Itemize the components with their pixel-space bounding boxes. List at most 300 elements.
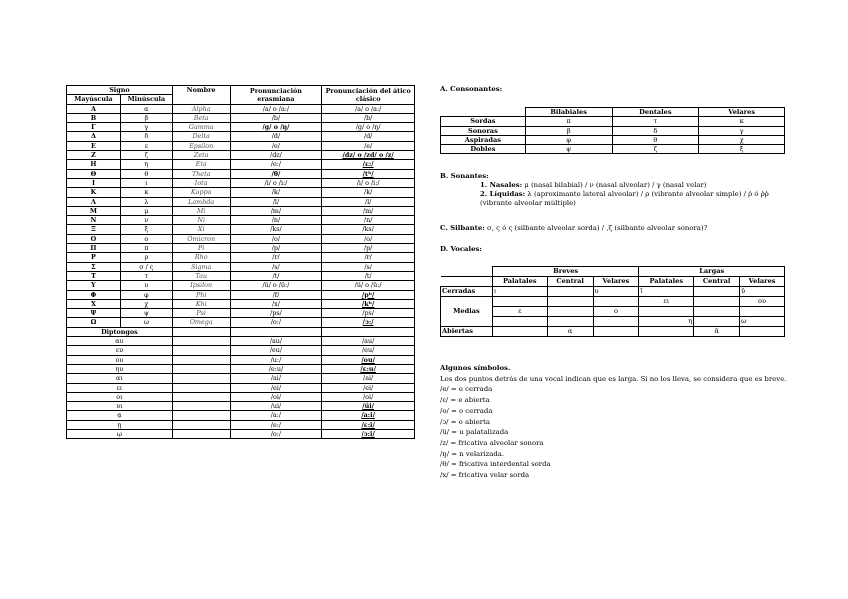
letter-lower: τ: [120, 271, 172, 280]
diptongo-atico: /ai/: [322, 374, 415, 383]
letter-row: [67, 299, 415, 308]
diptongo-atico: /ei/: [322, 383, 415, 392]
letter-erasmiana: /d/: [230, 132, 322, 141]
diptongo-atico: /eu/: [322, 346, 415, 355]
diptongo-sign: ῃ: [67, 420, 173, 429]
letter-lower: δ: [120, 132, 172, 141]
cons-cell: ξ: [699, 145, 785, 154]
diptongo-sign: ευ: [67, 346, 173, 355]
letter-row: [67, 169, 415, 178]
letter-lower: κ: [120, 188, 172, 197]
letter-upper: Ρ: [67, 253, 121, 262]
vocal-cell: ῡ: [740, 287, 785, 297]
cons-row-label: Sonoras: [441, 126, 526, 135]
letter-upper: Λ: [67, 197, 121, 206]
diptongo-name: [172, 411, 230, 420]
diptongo-sign: ει: [67, 383, 173, 392]
letter-upper: Ε: [67, 141, 121, 150]
diptongo-row: [67, 364, 415, 373]
letter-name: Phi: [172, 290, 230, 299]
letter-name: Theta: [172, 169, 230, 178]
diptongo-row: [67, 346, 415, 355]
diptongo-sign: ῳ: [67, 429, 173, 438]
letter-name: Sigma: [172, 262, 230, 271]
vocal-cell: [547, 297, 593, 307]
diptongo-name: [172, 392, 230, 401]
nasales-line: [440, 181, 792, 190]
vocal-col-header: Central: [694, 277, 740, 287]
cons-row: [441, 145, 785, 154]
letter-erasmiana: /g/ o /ŋ/: [230, 123, 322, 132]
letter-row: [67, 262, 415, 271]
cons-row: [441, 135, 785, 144]
vocal-col-header: Central: [547, 277, 593, 287]
cons-cell: π: [525, 117, 612, 126]
letter-lower: ζ: [120, 151, 172, 160]
letter-row: [67, 141, 415, 150]
liquidas-label: 2. Líquidas:: [480, 190, 526, 198]
letter-erasmiana: /i/ o /i:/: [230, 178, 322, 187]
cons-cell: ψ: [525, 145, 612, 154]
vocal-cell: υ: [593, 287, 639, 297]
vocal-cell: η: [639, 317, 694, 327]
diptongo-sign: ου: [67, 355, 173, 364]
silbante-text: σ, ς ó ς (silbante alveolar sorda) / ,ζ (silbante alveolar sonora)?: [486, 224, 708, 232]
letter-erasmiana: /a/ o /a:/: [230, 104, 322, 113]
letter-row: [67, 178, 415, 187]
diptongo-name: [172, 383, 230, 392]
breves-header: Breves: [492, 267, 639, 277]
letter-lower: η: [120, 160, 172, 169]
letter-atico: /p/: [322, 244, 415, 253]
silbante-line: [440, 224, 792, 233]
vocal-cell: [694, 297, 740, 307]
erasmiana-header: Pronunciación erasmiana: [230, 86, 322, 105]
letter-row: [67, 104, 415, 113]
diptongo-erasmiana: /ei/: [230, 383, 322, 392]
letter-row: [67, 132, 415, 141]
vocal-cell: ω: [740, 317, 785, 327]
vocal-cell: ᾱ: [694, 327, 740, 337]
abiertas-label: Abiertas: [441, 327, 493, 337]
letter-row: [67, 244, 415, 253]
letter-lower: ε: [120, 141, 172, 150]
letter-atico: /tʰ/: [322, 169, 415, 178]
vocal-cell: [593, 327, 639, 337]
vocal-cell: ῑ: [639, 287, 694, 297]
diptongo-blank: [322, 327, 415, 336]
diptongo-erasmiana: /oi/: [230, 392, 322, 401]
letter-atico: /m/: [322, 206, 415, 215]
simbolo-item: /θ/ = fricativa interdental sorda: [440, 460, 551, 469]
letter-erasmiana: /e:/: [230, 160, 322, 169]
minuscula-header: Minúscula: [120, 95, 172, 104]
vocal-cell: ι: [492, 287, 547, 297]
vocal-cell: α: [547, 327, 593, 337]
vocal-cell: [740, 307, 785, 317]
simbolos-list: [440, 384, 792, 480]
diptongo-row: [67, 374, 415, 383]
letter-name: Khi: [172, 299, 230, 308]
letter-upper: Γ: [67, 123, 121, 132]
letter-atico: /dz/ o /zd/ o /z/: [322, 151, 415, 160]
medias-label: Medias: [441, 297, 493, 327]
letter-atico: /l/: [322, 197, 415, 206]
letter-name: Xi: [172, 225, 230, 234]
letter-name: Psi: [172, 309, 230, 318]
simbolo-item: /ŋ/ = n velarizada.: [440, 449, 505, 458]
liquidas-text: λ (aproximante lateral alveolar) / ρ (vibrante alveolar simple) / ῥ ó ῤῥ (vibrante alveolar múltiple): [480, 190, 769, 207]
vocal-cell: [694, 287, 740, 297]
letter-atico: /ɔ:/: [322, 318, 415, 327]
letter-atico: /e/: [322, 141, 415, 150]
cons-cell: θ: [612, 135, 699, 144]
letter-upper: Μ: [67, 206, 121, 215]
letter-lower: φ: [120, 290, 172, 299]
atico-header: Pronunciación del ático clásico: [322, 86, 415, 105]
letter-upper: Χ: [67, 299, 121, 308]
letter-erasmiana: /x/: [230, 299, 322, 308]
letter-atico: /g/ o /ŋ/: [322, 123, 415, 132]
letter-name: Omega: [172, 318, 230, 327]
letter-upper: Π: [67, 244, 121, 253]
vocal-cell: ο: [593, 307, 639, 317]
letter-row: [67, 113, 415, 122]
letter-atico: /n/: [322, 216, 415, 225]
sonantes-title: B. Sonantes:: [440, 172, 489, 180]
vocal-cell: [492, 317, 547, 327]
letter-atico: /o/: [322, 234, 415, 243]
cons-row-label: Dobles: [441, 145, 526, 154]
letter-erasmiana: /o:/: [230, 318, 322, 327]
diptongo-name: [172, 346, 230, 355]
letter-lower: χ: [120, 299, 172, 308]
vocal-cell: [639, 327, 694, 337]
diptongo-atico: /ɛ:u/: [322, 364, 415, 373]
vocal-cell: [694, 317, 740, 327]
letter-upper: Ψ: [67, 309, 121, 318]
letter-lower: υ: [120, 281, 172, 290]
letter-upper: Η: [67, 160, 121, 169]
letter-atico: /a/ o /a:/: [322, 104, 415, 113]
letter-row: [67, 253, 415, 262]
cons-cell: γ: [699, 126, 785, 135]
letter-erasmiana: /n/: [230, 216, 322, 225]
diptongo-erasmiana: /a:/: [230, 411, 322, 420]
simbolo-item: /z/ = fricativa alveolar sonora: [440, 438, 544, 447]
vocal-cell: ει: [639, 297, 694, 307]
letter-name: Pi: [172, 244, 230, 253]
letter-erasmiana: /ps/: [230, 309, 322, 318]
letter-lower: ψ: [120, 309, 172, 318]
cons-cell: φ: [525, 135, 612, 144]
letter-atico: /k/: [322, 188, 415, 197]
simbolo-item: /ɛ/ = e abierta: [440, 396, 490, 405]
vocal-corner: [441, 267, 493, 277]
letter-upper: Ω: [67, 318, 121, 327]
letter-lower: λ: [120, 197, 172, 206]
letter-erasmiana: /m/: [230, 206, 322, 215]
letter-lower: ω: [120, 318, 172, 327]
vocal-cell: [740, 327, 785, 337]
letter-name: Epsilon: [172, 141, 230, 150]
vocal-cell: [694, 307, 740, 317]
vocal-cell: [639, 307, 694, 317]
letter-lower: ν: [120, 216, 172, 225]
letter-upper: Θ: [67, 169, 121, 178]
cons-col-header: Dentales: [612, 108, 699, 117]
cons-row-label: Aspiradas: [441, 135, 526, 144]
diptongo-blank: [230, 327, 322, 336]
letter-atico: /kʰ/: [322, 299, 415, 308]
diptongos-header-row: [67, 327, 415, 336]
letter-name: Eta: [172, 160, 230, 169]
letter-lower: θ: [120, 169, 172, 178]
letter-lower: ξ: [120, 225, 172, 234]
letter-atico: /s/: [322, 262, 415, 271]
letter-erasmiana: /l/: [230, 197, 322, 206]
letter-erasmiana: /b/: [230, 113, 322, 122]
diptongo-erasmiana: /e:/: [230, 420, 322, 429]
letter-name: Zeta: [172, 151, 230, 160]
letter-atico: /r/: [322, 253, 415, 262]
letter-atico: /t/: [322, 271, 415, 280]
diptongo-name: [172, 337, 230, 346]
vocal-cell: [492, 297, 547, 307]
cons-cell: χ: [699, 135, 785, 144]
letter-lower: β: [120, 113, 172, 122]
consonantes-title: A. Consonantes:: [440, 85, 503, 93]
diptongo-sign: υι: [67, 402, 173, 411]
letter-atico: /pʰ/: [322, 290, 415, 299]
letter-row: [67, 123, 415, 132]
simbolos-title: Algunos símbolos.: [440, 364, 511, 372]
letter-erasmiana: /e/: [230, 141, 322, 150]
mayuscula-header: Mayúscula: [67, 95, 121, 104]
simbolo-item: /e/ = e cerrada: [440, 385, 493, 394]
diptongo-row: [67, 392, 415, 401]
vocales-table: [440, 266, 785, 337]
letter-upper: Δ: [67, 132, 121, 141]
vocal-cell: [492, 327, 547, 337]
letter-upper: Υ: [67, 281, 121, 290]
diptongo-name: [172, 364, 230, 373]
alphabet-table: [66, 85, 415, 439]
vocal-cell: [547, 307, 593, 317]
diptongos-header: Diptongos: [67, 327, 173, 336]
letter-name: Mi: [172, 206, 230, 215]
simbolo-item: /x/ = fricativa velar sorda: [440, 471, 530, 480]
diptongo-row: [67, 411, 415, 420]
diptongo-sign: οι: [67, 392, 173, 401]
diptongo-row: [67, 355, 415, 364]
letter-lower: ι: [120, 178, 172, 187]
letter-upper: Φ: [67, 290, 121, 299]
letter-row: [67, 290, 415, 299]
cons-col-header: Bilabiales: [525, 108, 612, 117]
diptongo-name: [172, 429, 230, 438]
letter-name: Kappa: [172, 188, 230, 197]
letter-erasmiana: /o/: [230, 234, 322, 243]
vocal-cell: [593, 317, 639, 327]
letter-row: [67, 281, 415, 290]
letter-atico: /d/: [322, 132, 415, 141]
signo-header: Signo: [67, 86, 173, 95]
vocal-cell: [547, 287, 593, 297]
letter-lower: μ: [120, 206, 172, 215]
cons-row-label: Sordas: [441, 117, 526, 126]
vocal-col-header: Velares: [740, 277, 785, 287]
letter-upper: Ξ: [67, 225, 121, 234]
diptongo-erasmiana: /ui/: [230, 402, 322, 411]
letter-name: Rho: [172, 253, 230, 262]
letter-name: Ipsilon: [172, 281, 230, 290]
letter-atico: /ps/: [322, 309, 415, 318]
simbolos-intro: Los dos puntos detrás de una vocal indican que es larga. Si no los lleva, se considera que es breve.: [440, 374, 787, 383]
letter-erasmiana: /s/: [230, 262, 322, 271]
letter-row: [67, 225, 415, 234]
letter-row: [67, 271, 415, 280]
liquidas-line: [440, 190, 792, 208]
letter-row: [67, 309, 415, 318]
diptongo-row: [67, 402, 415, 411]
cerradas-label: Cerradas: [441, 287, 493, 297]
letter-upper: Ζ: [67, 151, 121, 160]
cons-cell: δ: [612, 126, 699, 135]
diptongo-row: [67, 429, 415, 438]
diptongo-atico: /au/: [322, 337, 415, 346]
letter-lower: π: [120, 244, 172, 253]
diptongo-name: [172, 355, 230, 364]
letter-row: [67, 216, 415, 225]
letter-atico: /i/ o /i:/: [322, 178, 415, 187]
diptongo-atico: /üi/: [322, 402, 415, 411]
diptongo-erasmiana: /au/: [230, 337, 322, 346]
vocal-cell: ου: [740, 297, 785, 307]
diptongo-erasmiana: /u:/: [230, 355, 322, 364]
diptongo-sign: αυ: [67, 337, 173, 346]
letter-erasmiana: /r/: [230, 253, 322, 262]
letter-name: Ómicron: [172, 234, 230, 243]
letter-erasmiana: /f/: [230, 290, 322, 299]
cons-col-header: Velares: [699, 108, 785, 117]
cons-row: [441, 117, 785, 126]
letter-atico: /b/: [322, 113, 415, 122]
letter-lower: σ / ς: [120, 262, 172, 271]
letter-erasmiana: /dz/: [230, 151, 322, 160]
vocal-cell: [593, 297, 639, 307]
letter-lower: γ: [120, 123, 172, 132]
letter-erasmiana: /t/: [230, 271, 322, 280]
cons-row: [441, 126, 785, 135]
letter-row: [67, 188, 415, 197]
nombre-header: Nombre: [172, 86, 230, 105]
letter-upper: Κ: [67, 188, 121, 197]
diptongo-name: [172, 402, 230, 411]
cons-cell: τ: [612, 117, 699, 126]
letter-row: [67, 197, 415, 206]
alphabet-section: [66, 85, 415, 439]
letter-upper: Ν: [67, 216, 121, 225]
letter-name: Delta: [172, 132, 230, 141]
nasales-label: 1. Nasales:: [480, 181, 523, 189]
silbante-label: C. Silbante:: [440, 224, 485, 232]
cons-cell: ζ: [612, 145, 699, 154]
letter-upper: Ο: [67, 234, 121, 243]
letter-name: Alpha: [172, 104, 230, 113]
nasales-text: μ (nasal bilabial) / ν (nasal alveolar) / γ (nasal velar): [524, 181, 707, 189]
letter-name: Lambda: [172, 197, 230, 206]
vocal-cell: ε: [492, 307, 547, 317]
diptongo-sign: ᾳ: [67, 411, 173, 420]
diptongo-erasmiana: /e:u/: [230, 364, 322, 373]
letter-upper: Ι: [67, 178, 121, 187]
diptongo-erasmiana: /o:/: [230, 429, 322, 438]
letter-erasmiana: /ks/: [230, 225, 322, 234]
vocal-col-header: Velares: [593, 277, 639, 287]
letter-row: [67, 151, 415, 160]
simbolos-block: [440, 363, 792, 481]
letter-name: Iota: [172, 178, 230, 187]
diptongo-name: [172, 420, 230, 429]
letter-row: [67, 160, 415, 169]
letter-upper: Β: [67, 113, 121, 122]
letter-atico: /ks/: [322, 225, 415, 234]
letter-row: [67, 206, 415, 215]
letter-row: [67, 318, 415, 327]
diptongo-sign: ηυ: [67, 364, 173, 373]
diptongo-blank: [172, 327, 230, 336]
diptongo-atico: /a:i/: [322, 411, 415, 420]
vocal-cell: [547, 317, 593, 327]
letter-upper: Σ: [67, 262, 121, 271]
diptongo-erasmiana: /eu/: [230, 346, 322, 355]
diptongo-atico: /oi/: [322, 392, 415, 401]
letter-upper: Α: [67, 104, 121, 113]
sonantes-block: [440, 172, 792, 208]
letter-erasmiana: /ü/ o /ü:/: [230, 281, 322, 290]
letter-lower: ρ: [120, 253, 172, 262]
letter-upper: Τ: [67, 271, 121, 280]
vocal-corner-2: [441, 277, 493, 287]
simbolo-item: /ü/ = u palatalizada: [440, 428, 509, 437]
diptongo-row: [67, 420, 415, 429]
cons-corner: [441, 108, 526, 117]
letter-name: Gamma: [172, 123, 230, 132]
letter-row: [67, 234, 415, 243]
diptongo-name: [172, 374, 230, 383]
vocales-title: D. Vocales:: [440, 245, 482, 253]
letter-erasmiana: /θ/: [230, 169, 322, 178]
letter-name: Beta: [172, 113, 230, 122]
vocal-col-header: Palatales: [492, 277, 547, 287]
diptongo-atico: /ou/: [322, 355, 415, 364]
diptongo-sign: αι: [67, 374, 173, 383]
consonantes-table: [440, 107, 785, 154]
largas-header: Largas: [639, 267, 785, 277]
simbolo-item: /o/ = o cerrada: [440, 406, 493, 415]
letter-name: Tau: [172, 271, 230, 280]
diptongo-row: [67, 337, 415, 346]
diptongo-atico: /ɛ:i/: [322, 420, 415, 429]
letter-atico: /ü/ o /ü:/: [322, 281, 415, 290]
letter-erasmiana: /p/: [230, 244, 322, 253]
letter-name: Ni: [172, 216, 230, 225]
diptongo-erasmiana: /ai/: [230, 374, 322, 383]
cons-cell: β: [525, 126, 612, 135]
cons-cell: κ: [699, 117, 785, 126]
diptongo-atico: /ɔ:i/: [322, 429, 415, 438]
